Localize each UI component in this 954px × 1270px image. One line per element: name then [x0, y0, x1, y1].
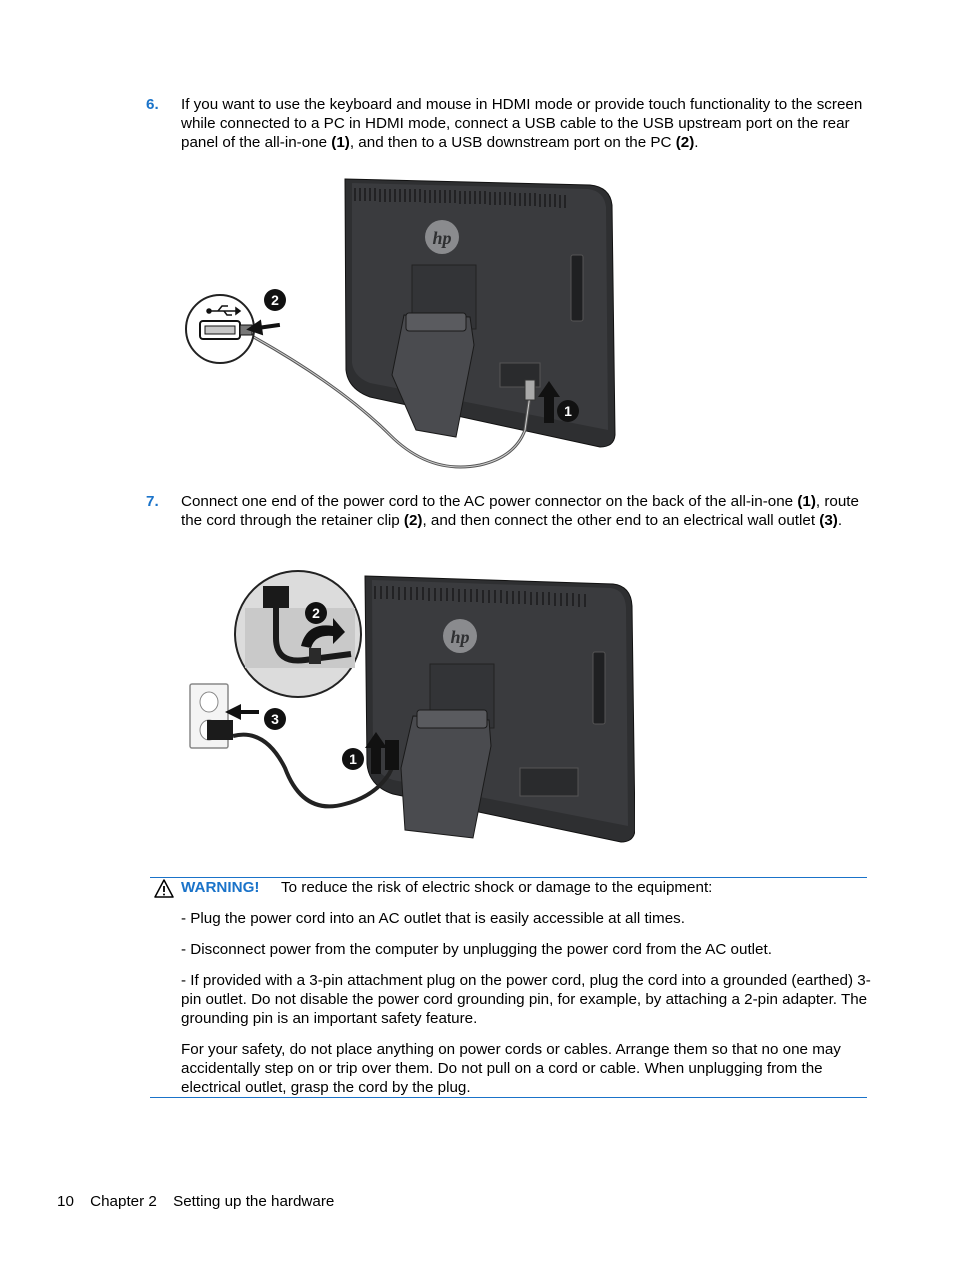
hp-logo-text: hp [450, 627, 470, 647]
callout-2-label: 2 [271, 292, 279, 308]
warning-intro: To reduce the risk of electric shock or damage to the equipment: [281, 879, 713, 896]
section-title: Setting up the hardware [173, 1193, 335, 1210]
step-text: If you want to use the keyboard and mouse in HDMI mode or provide touch functionality to the screen while connected to a PC in HDMI mode, connect a USB cable to the USB upstream port on the rear panel of the all-in-one (1), and then to a USB downstream port on the PC (2). [181, 96, 863, 151]
warning-label: WARNING! [181, 879, 260, 896]
callout-1-label: 1 [564, 403, 572, 419]
chapter-label: Chapter 2 [90, 1193, 157, 1210]
warning-triangle-icon [154, 879, 174, 898]
warning-item: - Disconnect power from the computer by unplugging the power cord from the AC outlet. [181, 941, 772, 958]
power-cord-connection-illustration [185, 568, 635, 850]
step-number: 6. [146, 96, 159, 113]
hp-logo-text: hp [432, 228, 452, 248]
callout-2-label: 2 [312, 605, 320, 621]
step-text: Connect one end of the power cord to the AC power connector on the back of the all-in-one (1), route the cord through the retainer clip (2), and then connect the other end to an electrical wall outlet (3). [181, 493, 859, 529]
warning-box [150, 877, 871, 1098]
page-footer [57, 1192, 346, 1211]
callout-3-label: 3 [271, 711, 279, 727]
usb-connection-illustration [180, 175, 620, 477]
step-number: 7. [146, 493, 159, 510]
warning-closing: For your safety, do not place anything on power cords or cables. Arrange them so that no one may accidentally step on or trip over them. Do not pull on a cord or cable. When unplugging from the electrical outlet, grasp the cord by the plug. [181, 1041, 841, 1096]
warning-item: - If provided with a 3-pin attachment plug on the power cord, plug the cord into a grounded (earthed) 3-pin outlet. Do not disable the power cord grounding pin, for example, by attaching a 2-pin adapter. The grounding pin is an important safety feature. [181, 972, 871, 1027]
warning-item: - Plug the power cord into an AC outlet that is easily accessible at all times. [181, 910, 685, 927]
page-number: 10 [57, 1193, 74, 1210]
callout-1-label: 1 [349, 751, 357, 767]
